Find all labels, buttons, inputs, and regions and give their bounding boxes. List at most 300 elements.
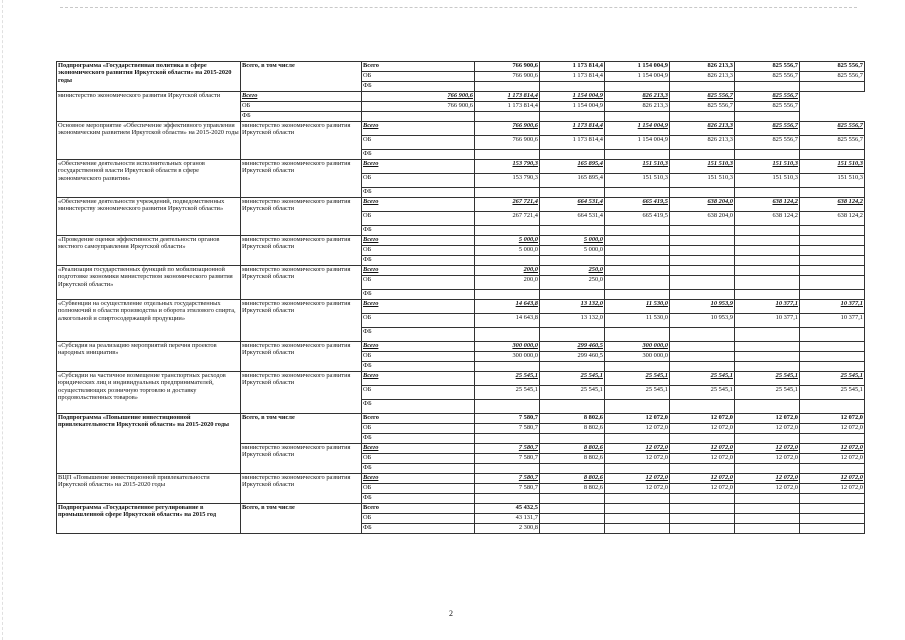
amount-cell bbox=[540, 464, 605, 474]
funding-source-cell: Всего bbox=[362, 300, 475, 314]
executor-cell: министерство экономического развития Иркутской области bbox=[241, 474, 362, 504]
amount-cell bbox=[605, 434, 670, 444]
amount-cell bbox=[475, 226, 540, 236]
amount-cell bbox=[735, 342, 800, 352]
funding-source-cell: ФБ bbox=[362, 524, 475, 534]
amount-cell: 12 072,0 bbox=[735, 454, 800, 464]
amount-cell bbox=[605, 276, 670, 290]
amount-cell: 25 545,1 bbox=[475, 386, 540, 400]
amount-cell: 665 419,5 bbox=[605, 212, 670, 226]
amount-cell: 12 072,0 bbox=[735, 414, 800, 424]
amount-cell: 12 072,0 bbox=[800, 474, 865, 484]
amount-cell: 25 545,1 bbox=[800, 386, 865, 400]
executor-cell: министерство экономического развития Иркутской области bbox=[241, 122, 362, 160]
funding-source-cell: ФБ bbox=[241, 112, 362, 122]
amount-cell bbox=[735, 464, 800, 474]
funding-source-cell: ОБ bbox=[362, 314, 475, 328]
amount-cell bbox=[735, 362, 800, 372]
funding-source-cell: ОБ bbox=[362, 212, 475, 226]
funding-source-cell: ОБ bbox=[362, 352, 475, 362]
table-row bbox=[57, 62, 865, 72]
amount-cell: 1 173 814,4 bbox=[540, 136, 605, 150]
table-row bbox=[57, 92, 865, 102]
program-name-cell: «Обеспечение деятельности исполнительных органов государственной власти Иркутской области в сфере экономического развития» bbox=[57, 160, 241, 198]
amount-cell: 10 377,1 bbox=[800, 314, 865, 328]
amount-cell bbox=[540, 112, 605, 122]
amount-cell bbox=[605, 464, 670, 474]
amount-cell: 267 721,4 bbox=[475, 198, 540, 212]
amount-cell bbox=[735, 150, 800, 160]
amount-cell: 826 213,3 bbox=[670, 62, 735, 72]
amount-cell: 1 173 814,4 bbox=[475, 102, 540, 112]
executor-cell: Всего, в том числе bbox=[241, 504, 362, 534]
amount-cell: 826 213,3 bbox=[605, 102, 670, 112]
table-row bbox=[57, 372, 865, 386]
amount-cell: 151 510,3 bbox=[605, 160, 670, 174]
amount-cell: 25 545,1 bbox=[735, 372, 800, 386]
amount-cell: 5 000,0 bbox=[540, 246, 605, 256]
amount-cell: 153 790,3 bbox=[475, 174, 540, 188]
amount-cell bbox=[670, 504, 735, 514]
amount-cell bbox=[540, 434, 605, 444]
amount-cell: 8 802,6 bbox=[540, 444, 605, 454]
amount-cell bbox=[670, 256, 735, 266]
executor-cell: министерство экономического развития Иркутской области bbox=[57, 92, 241, 122]
amount-cell: 12 072,0 bbox=[670, 414, 735, 424]
funding-source-cell: ФБ bbox=[362, 82, 475, 92]
amount-cell bbox=[540, 150, 605, 160]
amount-cell: 12 072,0 bbox=[800, 484, 865, 494]
amount-cell: 151 510,3 bbox=[735, 174, 800, 188]
table-row bbox=[57, 236, 865, 246]
amount-cell bbox=[800, 434, 865, 444]
funding-source-cell: ОБ bbox=[362, 484, 475, 494]
amount-cell: 766 900,6 bbox=[475, 136, 540, 150]
executor-cell: министерство экономического развития Иркутской области bbox=[241, 342, 362, 372]
program-name-cell: «Субсидия на реализацию мероприятий перечня проектов народных инициатив» bbox=[57, 342, 241, 372]
amount-cell bbox=[670, 494, 735, 504]
amount-cell bbox=[670, 266, 735, 276]
amount-cell: 25 545,1 bbox=[800, 372, 865, 386]
amount-cell bbox=[605, 290, 670, 300]
amount-cell bbox=[670, 514, 735, 524]
amount-cell bbox=[800, 276, 865, 290]
amount-cell: 12 072,0 bbox=[735, 444, 800, 454]
amount-cell bbox=[540, 504, 605, 514]
amount-cell: 665 419,5 bbox=[605, 198, 670, 212]
amount-cell bbox=[735, 290, 800, 300]
amount-cell: 12 072,0 bbox=[735, 424, 800, 434]
budget-table-body bbox=[57, 62, 865, 534]
amount-cell: 12 072,0 bbox=[800, 454, 865, 464]
amount-cell: 638 204,0 bbox=[670, 212, 735, 226]
amount-cell bbox=[735, 514, 800, 524]
amount-cell bbox=[540, 524, 605, 534]
amount-cell: 826 213,3 bbox=[670, 122, 735, 136]
funding-source-cell: ФБ bbox=[362, 434, 475, 444]
amount-cell bbox=[800, 82, 865, 92]
amount-cell bbox=[605, 246, 670, 256]
amount-cell: 25 545,1 bbox=[540, 372, 605, 386]
amount-cell: 1 154 004,9 bbox=[605, 122, 670, 136]
funding-source-cell: ФБ bbox=[362, 226, 475, 236]
amount-cell: 825 556,7 bbox=[735, 102, 800, 112]
amount-cell: 12 072,0 bbox=[735, 484, 800, 494]
amount-cell bbox=[475, 82, 540, 92]
amount-cell bbox=[475, 494, 540, 504]
amount-cell bbox=[735, 328, 800, 342]
table-row bbox=[57, 474, 865, 484]
amount-cell: 825 556,7 bbox=[800, 136, 865, 150]
amount-cell: 5 000,0 bbox=[475, 236, 540, 246]
amount-cell: 299 460,5 bbox=[540, 342, 605, 352]
amount-cell: 25 545,1 bbox=[670, 386, 735, 400]
amount-cell bbox=[605, 256, 670, 266]
amount-cell bbox=[670, 524, 735, 534]
funding-source-cell: ОБ bbox=[362, 454, 475, 464]
amount-cell: 12 072,0 bbox=[670, 484, 735, 494]
amount-cell bbox=[670, 362, 735, 372]
amount-cell: 638 124,2 bbox=[735, 212, 800, 226]
amount-cell bbox=[735, 188, 800, 198]
amount-cell bbox=[475, 150, 540, 160]
executor-cell: министерство экономического развития Иркутской области bbox=[241, 198, 362, 236]
amount-cell bbox=[800, 188, 865, 198]
funding-source-cell: ОБ bbox=[362, 386, 475, 400]
amount-cell: 8 802,6 bbox=[540, 484, 605, 494]
amount-cell: 300 000,0 bbox=[605, 342, 670, 352]
amount-cell bbox=[540, 226, 605, 236]
funding-source-cell: Всего bbox=[362, 266, 475, 276]
amount-cell bbox=[670, 464, 735, 474]
funding-source-cell: Всего bbox=[362, 198, 475, 212]
amount-cell: 12 072,0 bbox=[605, 444, 670, 454]
page-number: 2 bbox=[449, 609, 453, 618]
amount-cell: 10 377,1 bbox=[735, 300, 800, 314]
amount-cell: 1 154 004,9 bbox=[605, 62, 670, 72]
budget-table bbox=[56, 61, 865, 534]
program-name-cell: Основное мероприятие «Обеспечение эффективного управления экономическим развитием Иркутской области» на 2015-2020 годы bbox=[57, 122, 241, 160]
amount-cell: 7 580,7 bbox=[475, 474, 540, 484]
amount-cell: 825 556,7 bbox=[735, 72, 800, 82]
amount-cell bbox=[800, 494, 865, 504]
funding-source-cell: Всего bbox=[362, 504, 475, 514]
amount-cell: 151 510,3 bbox=[735, 160, 800, 174]
amount-cell bbox=[735, 352, 800, 362]
amount-cell: 10 953,9 bbox=[670, 300, 735, 314]
amount-cell: 766 900,6 bbox=[475, 72, 540, 82]
amount-cell: 8 802,6 bbox=[540, 424, 605, 434]
amount-cell: 766 900,6 bbox=[475, 122, 540, 136]
amount-cell bbox=[540, 494, 605, 504]
amount-cell: 12 072,0 bbox=[605, 474, 670, 484]
amount-cell: 12 072,0 bbox=[800, 414, 865, 424]
amount-cell: 1 154 004,9 bbox=[540, 102, 605, 112]
amount-cell: 300 000,0 bbox=[475, 352, 540, 362]
amount-cell: 1 173 814,4 bbox=[475, 92, 540, 102]
amount-cell bbox=[475, 362, 540, 372]
table-row bbox=[57, 198, 865, 212]
amount-cell: 13 132,0 bbox=[540, 314, 605, 328]
amount-cell: 12 072,0 bbox=[735, 474, 800, 484]
amount-cell bbox=[800, 362, 865, 372]
amount-cell: 7 580,7 bbox=[475, 484, 540, 494]
amount-cell: 151 510,3 bbox=[670, 160, 735, 174]
amount-cell: 664 531,4 bbox=[540, 198, 605, 212]
amount-cell bbox=[800, 328, 865, 342]
amount-cell bbox=[800, 352, 865, 362]
amount-cell: 43 131,7 bbox=[475, 514, 540, 524]
amount-cell bbox=[735, 434, 800, 444]
funding-source-cell: ОБ bbox=[362, 174, 475, 188]
amount-cell bbox=[475, 112, 540, 122]
amount-cell bbox=[540, 362, 605, 372]
amount-cell: 1 173 814,4 bbox=[540, 62, 605, 72]
amount-cell: 638 204,0 bbox=[670, 198, 735, 212]
amount-cell: 638 124,2 bbox=[735, 198, 800, 212]
amount-cell: 12 072,0 bbox=[605, 484, 670, 494]
amount-cell: 825 556,7 bbox=[800, 62, 865, 72]
amount-cell bbox=[735, 504, 800, 514]
table-row bbox=[57, 300, 865, 314]
funding-source-cell: Всего bbox=[362, 414, 475, 424]
amount-cell: 825 556,7 bbox=[735, 136, 800, 150]
amount-cell: 766 900,6 bbox=[362, 102, 475, 112]
amount-cell: 25 545,1 bbox=[670, 372, 735, 386]
amount-cell bbox=[605, 362, 670, 372]
amount-cell bbox=[670, 342, 735, 352]
amount-cell bbox=[540, 514, 605, 524]
funding-source-cell: ОБ bbox=[362, 424, 475, 434]
amount-cell bbox=[800, 246, 865, 256]
amount-cell: 151 510,3 bbox=[605, 174, 670, 188]
amount-cell bbox=[735, 494, 800, 504]
amount-cell: 1 173 814,4 bbox=[540, 72, 605, 82]
amount-cell bbox=[475, 434, 540, 444]
funding-source-cell: ФБ bbox=[362, 494, 475, 504]
amount-cell bbox=[670, 328, 735, 342]
funding-source-cell: ФБ bbox=[362, 328, 475, 342]
amount-cell bbox=[540, 290, 605, 300]
amount-cell: 12 072,0 bbox=[800, 424, 865, 434]
funding-source-cell: ФБ bbox=[362, 362, 475, 372]
amount-cell bbox=[735, 246, 800, 256]
funding-source-cell: Всего bbox=[362, 372, 475, 386]
amount-cell: 25 545,1 bbox=[605, 372, 670, 386]
program-name-cell: «Обеспечение деятельности учреждений, подведомственных министерству экономического развития Иркутской области» bbox=[57, 198, 241, 236]
amount-cell: 12 072,0 bbox=[800, 444, 865, 454]
amount-cell: 1 173 814,4 bbox=[540, 122, 605, 136]
amount-cell bbox=[670, 434, 735, 444]
funding-source-cell: ФБ bbox=[362, 290, 475, 300]
amount-cell: 825 556,7 bbox=[670, 102, 735, 112]
funding-source-cell: Всего bbox=[241, 92, 362, 102]
funding-source-cell: ОБ bbox=[362, 136, 475, 150]
amount-cell bbox=[670, 276, 735, 290]
amount-cell bbox=[540, 188, 605, 198]
amount-cell bbox=[605, 400, 670, 414]
funding-source-cell: Всего bbox=[362, 474, 475, 484]
amount-cell bbox=[540, 82, 605, 92]
amount-cell bbox=[605, 514, 670, 524]
amount-cell bbox=[735, 112, 800, 122]
executor-cell: министерство экономического развития Иркутской области bbox=[241, 300, 362, 342]
amount-cell bbox=[735, 236, 800, 246]
funding-source-cell: ОБ bbox=[362, 246, 475, 256]
funding-source-cell: ОБ bbox=[241, 102, 362, 112]
executor-cell: министерство экономического развития Иркутской области bbox=[241, 236, 362, 266]
amount-cell bbox=[735, 226, 800, 236]
executor-cell: Всего, в том числе bbox=[241, 414, 362, 444]
amount-cell: 11 530,0 bbox=[605, 300, 670, 314]
amount-cell bbox=[800, 464, 865, 474]
amount-cell bbox=[475, 464, 540, 474]
table-row bbox=[57, 414, 865, 424]
amount-cell: 165 895,4 bbox=[540, 174, 605, 188]
executor-cell: министерство экономического развития Иркутской области bbox=[241, 160, 362, 198]
amount-cell: 200,0 bbox=[475, 266, 540, 276]
amount-cell: 267 721,4 bbox=[475, 212, 540, 226]
amount-cell bbox=[800, 400, 865, 414]
executor-cell: министерство экономического развития Иркутской области bbox=[241, 444, 362, 474]
funding-source-cell: ФБ bbox=[362, 464, 475, 474]
amount-cell bbox=[800, 290, 865, 300]
amount-cell: 10 953,9 bbox=[670, 314, 735, 328]
amount-cell bbox=[735, 524, 800, 534]
amount-cell: 8 802,6 bbox=[540, 414, 605, 424]
amount-cell bbox=[540, 328, 605, 342]
program-name-cell: «Реализация государственных функций по мобилизационной подготовке экономики министерством экономического развития Иркутской области» bbox=[57, 266, 241, 300]
amount-cell bbox=[605, 150, 670, 160]
amount-cell: 250,0 bbox=[540, 266, 605, 276]
amount-cell: 766 900,6 bbox=[362, 92, 475, 102]
amount-cell: 10 377,1 bbox=[800, 300, 865, 314]
funding-source-cell: ФБ bbox=[362, 256, 475, 266]
amount-cell: 5 000,0 bbox=[540, 236, 605, 246]
amount-cell: 200,0 bbox=[475, 276, 540, 290]
page-left-edge bbox=[2, 0, 3, 640]
funding-source-cell: ФБ bbox=[362, 400, 475, 414]
program-name-cell: «Проведение оценки эффективности деятельности органов местного самоуправления Иркутской области» bbox=[57, 236, 241, 266]
amount-cell: 25 545,1 bbox=[475, 372, 540, 386]
amount-cell: 151 510,3 bbox=[800, 174, 865, 188]
amount-cell bbox=[735, 400, 800, 414]
amount-cell: 1 154 004,9 bbox=[540, 92, 605, 102]
amount-cell: 14 643,8 bbox=[475, 300, 540, 314]
amount-cell: 10 377,1 bbox=[735, 314, 800, 328]
amount-cell: 7 580,7 bbox=[475, 444, 540, 454]
amount-cell bbox=[605, 82, 670, 92]
amount-cell: 826 213,3 bbox=[670, 72, 735, 82]
amount-cell: 12 072,0 bbox=[670, 444, 735, 454]
amount-cell bbox=[800, 226, 865, 236]
executor-cell: Всего, в том числе bbox=[241, 62, 362, 92]
amount-cell bbox=[800, 266, 865, 276]
amount-cell bbox=[670, 246, 735, 256]
amount-cell bbox=[540, 400, 605, 414]
amount-cell: 25 545,1 bbox=[540, 386, 605, 400]
amount-cell: 25 545,1 bbox=[605, 386, 670, 400]
funding-source-cell: ОБ bbox=[362, 276, 475, 290]
funding-source-cell: Всего bbox=[362, 444, 475, 454]
amount-cell: 766 900,6 bbox=[475, 62, 540, 72]
amount-cell bbox=[540, 256, 605, 266]
amount-cell: 153 790,3 bbox=[475, 160, 540, 174]
amount-cell bbox=[475, 328, 540, 342]
amount-cell: 664 531,4 bbox=[540, 212, 605, 226]
amount-cell bbox=[800, 504, 865, 514]
amount-cell: 14 643,8 bbox=[475, 314, 540, 328]
table-row bbox=[57, 160, 865, 174]
amount-cell bbox=[800, 342, 865, 352]
amount-cell bbox=[670, 400, 735, 414]
amount-cell: 299 460,5 bbox=[540, 352, 605, 362]
amount-cell: 12 072,0 bbox=[670, 424, 735, 434]
amount-cell bbox=[605, 504, 670, 514]
amount-cell bbox=[475, 188, 540, 198]
funding-source-cell: ОБ bbox=[362, 72, 475, 82]
amount-cell bbox=[605, 494, 670, 504]
funding-source-cell: Всего bbox=[362, 62, 475, 72]
amount-cell: 5 000,0 bbox=[475, 246, 540, 256]
funding-source-cell: ОБ bbox=[362, 514, 475, 524]
amount-cell: 1 154 004,9 bbox=[605, 72, 670, 82]
amount-cell: 12 072,0 bbox=[605, 424, 670, 434]
amount-cell: 825 556,7 bbox=[670, 92, 735, 102]
amount-cell bbox=[800, 150, 865, 160]
executor-cell: министерство экономического развития Иркутской области bbox=[241, 372, 362, 414]
amount-cell: 11 530,0 bbox=[605, 314, 670, 328]
amount-cell: 1 154 004,9 bbox=[605, 136, 670, 150]
program-name-cell: «Субвенции на осуществление отдельных государственных полномочий в области производства и оборота этилового спирта, алкогольной и спиртосодержащей продукции» bbox=[57, 300, 241, 342]
amount-cell: 825 556,7 bbox=[735, 62, 800, 72]
amount-cell bbox=[362, 112, 475, 122]
amount-cell bbox=[800, 256, 865, 266]
funding-source-cell: Всего bbox=[362, 236, 475, 246]
amount-cell: 12 072,0 bbox=[670, 454, 735, 464]
amount-cell bbox=[735, 256, 800, 266]
amount-cell: 165 895,4 bbox=[540, 160, 605, 174]
amount-cell: 7 580,7 bbox=[475, 454, 540, 464]
amount-cell: 638 124,2 bbox=[800, 212, 865, 226]
amount-cell bbox=[475, 256, 540, 266]
amount-cell: 638 124,2 bbox=[800, 198, 865, 212]
program-name-cell: «Субсидии на частичное возмещение транспортных расходов юридических лиц и индивидуальных предпринимателей, осуществляющих розничную торговлю и доставку продовольственных товаров» bbox=[57, 372, 241, 414]
amount-cell: 7 580,7 bbox=[475, 424, 540, 434]
executor-cell: министерство экономического развития Иркутской области bbox=[241, 266, 362, 300]
amount-cell: 45 432,5 bbox=[475, 504, 540, 514]
amount-cell: 8 802,6 bbox=[540, 474, 605, 484]
amount-cell bbox=[670, 226, 735, 236]
amount-cell bbox=[605, 188, 670, 198]
amount-cell: 300 000,0 bbox=[605, 352, 670, 362]
amount-cell: 826 213,3 bbox=[605, 92, 670, 102]
funding-source-cell: Всего bbox=[362, 342, 475, 352]
amount-cell bbox=[475, 290, 540, 300]
amount-cell: 25 545,1 bbox=[735, 386, 800, 400]
amount-cell: 12 072,0 bbox=[670, 474, 735, 484]
amount-cell: 825 556,7 bbox=[735, 92, 800, 102]
amount-cell bbox=[605, 112, 670, 122]
table-row bbox=[57, 342, 865, 352]
amount-cell bbox=[670, 352, 735, 362]
amount-cell: 825 556,7 bbox=[800, 122, 865, 136]
amount-cell: 151 510,3 bbox=[670, 174, 735, 188]
amount-cell: 250,0 bbox=[540, 276, 605, 290]
amount-cell: 13 132,0 bbox=[540, 300, 605, 314]
amount-cell bbox=[670, 236, 735, 246]
table-row bbox=[57, 122, 865, 136]
